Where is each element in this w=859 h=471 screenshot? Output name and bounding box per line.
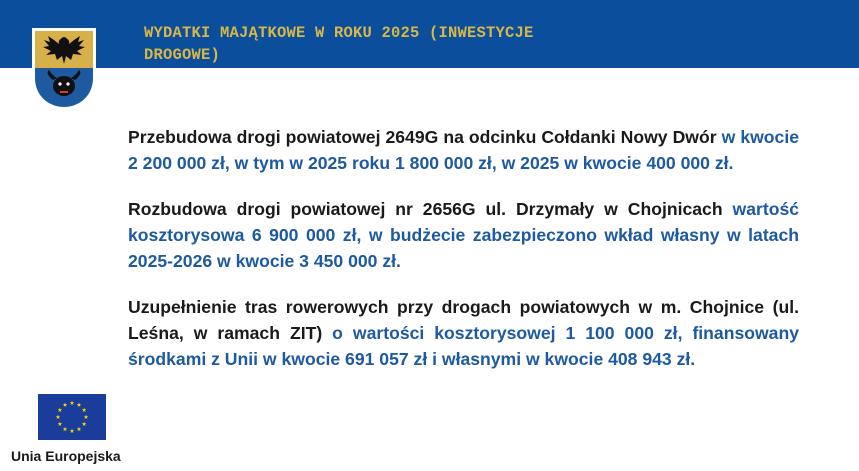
county-coat-of-arms-icon <box>30 26 98 112</box>
investment-item-1 <box>128 124 799 176</box>
eu-flag-icon <box>38 394 106 440</box>
eu-label: Unia Europejska <box>11 448 121 464</box>
investment-item-3-title: Uzupełnienie tras rowerowych przy drogach powiatowych w m. Chojnice (ul. Leśna, w ramach ZIT) <box>128 297 799 343</box>
investment-item-2-title: Rozbudowa drogi powiatowej nr 2656G ul. Drzymały w Chojnicach <box>128 199 723 219</box>
investment-item-1-amount: w kwocie 2 200 000 zł, w tym w 2025 roku 1 800 000 zł, w 2025 w kwocie 400 000 zł. <box>128 127 800 173</box>
investment-item-2-amount: wartość kosztorysowa 6 900 000 zł, w budżecie zabezpieczono wkład własny w latach 2025-2026 w kwocie 3 450 000 zł. <box>128 199 800 271</box>
investments-list <box>128 124 799 392</box>
title-line-1: WYDATKI MAJĄTKOWE W ROKU 2025 (INWESTYCJE <box>144 24 534 42</box>
investment-item-3 <box>128 294 799 372</box>
investment-item-3-amount: o wartości kosztorysowej 1 100 000 zł, finansowany środkami z Unii w kwocie 691 057 zł i własnymi w kwocie 408 943 zł. <box>128 323 799 369</box>
title-line-2: DROGOWE) <box>144 46 221 64</box>
page-title <box>144 22 644 66</box>
header-bar <box>0 0 859 68</box>
investment-item-2 <box>128 196 799 274</box>
investment-item-1-title: Przebudowa drogi powiatowej 2649G na odcinku Cołdanki Nowy Dwór <box>128 127 717 147</box>
